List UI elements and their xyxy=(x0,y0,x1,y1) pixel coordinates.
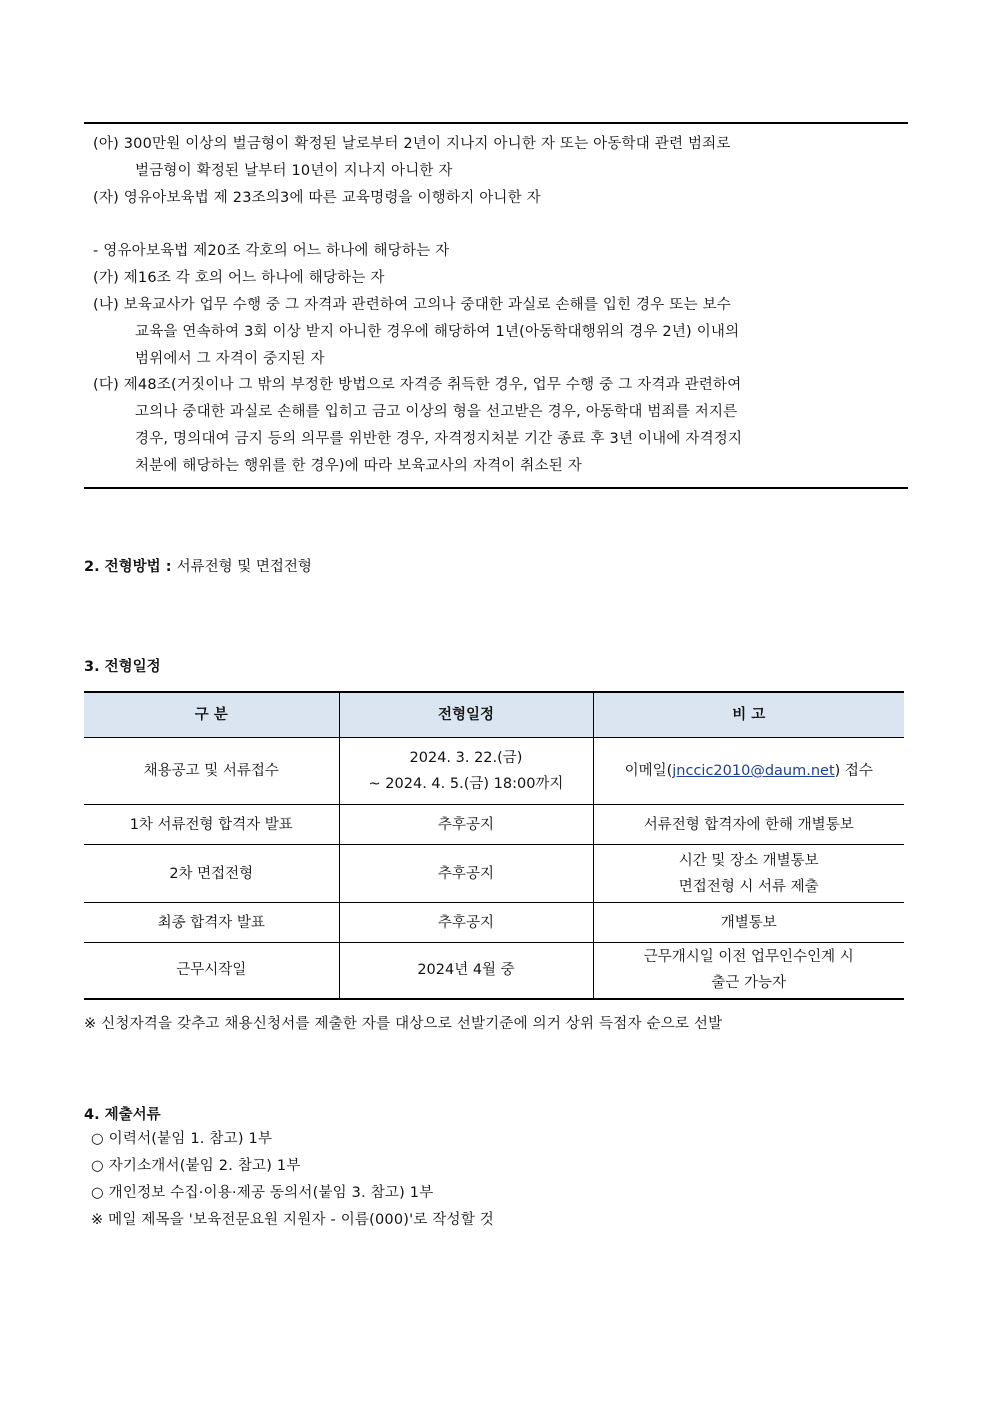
row3-category: 2차 면접전형 xyxy=(84,845,339,903)
section2-text: 서류전형 및 면접전형 xyxy=(176,559,312,575)
section4-title: 4. 제출서류 xyxy=(84,1107,161,1123)
item-da-line1: (다) 제48조(거짓이나 그 밖의 부정한 방법으로 자격증 취득한 경우, 업무 수행 중 그 자격과 관련하여 xyxy=(93,377,742,393)
row1-note-prefix: 이메일( xyxy=(624,763,673,779)
row2-category: 1차 서류전형 합격자 발표 xyxy=(84,805,339,845)
row2-schedule: 추후공지 xyxy=(339,805,593,845)
item-na-line3: 범위에서 그 자격이 중지된 자 xyxy=(135,351,325,367)
row4-note: 개별통보 xyxy=(593,903,904,943)
document-item-1: ○ 이력서(붙임 1. 참고) 1부 xyxy=(91,1131,273,1147)
section2-heading xyxy=(84,555,312,576)
row5-category: 근무시작일 xyxy=(84,943,339,999)
header-note: 비 고 xyxy=(593,692,904,738)
box-top-rule xyxy=(84,122,908,124)
box-bottom-rule xyxy=(84,487,908,489)
row1-schedule-line1: 2024. 3. 22.(금) xyxy=(409,750,523,766)
row3-schedule: 추후공지 xyxy=(339,845,593,903)
item-da-line4: 처분에 해당하는 행위를 한 경우)에 따라 보육교사의 자격이 취소된 자 xyxy=(135,458,582,474)
item-na-line1: (나) 보육교사가 업무 수행 중 그 자격과 관련하여 고의나 중대한 과실로 손해를 입힌 경우 또는 보수 xyxy=(93,297,731,313)
item-ah-line2: 벌금형이 확정된 날부터 10년이 지나지 아니한 자 xyxy=(135,163,453,179)
email-link[interactable]: jnccic2010@daum.net xyxy=(672,763,835,779)
table-row xyxy=(84,738,904,805)
item-ga: (가) 제16조 각 호의 어느 하나에 해당하는 자 xyxy=(93,270,385,286)
sub-heading: - 영유아보육법 제20조 각호의 어느 하나에 해당하는 자 xyxy=(93,243,450,259)
row2-note: 서류전형 합격자에 한해 개별통보 xyxy=(593,805,904,845)
row5-note-line1: 근무개시일 이전 업무인수인계 시 xyxy=(643,949,854,966)
row4-category: 최종 합격자 발표 xyxy=(84,903,339,943)
section4-note: ※ 메일 제목을 '보육전문요원 지원자 - 이름(000)'로 작성할 것 xyxy=(91,1212,494,1228)
table-row xyxy=(84,845,904,903)
item-da-line3: 경우, 명의대여 금지 등의 의무를 위반한 경우, 자격정지처분 기간 종료 후 3년 이내에 자격정지 xyxy=(135,431,743,447)
row1-schedule xyxy=(339,738,593,805)
header-schedule: 전형일정 xyxy=(339,692,593,738)
section3-title: 3. 전형일정 xyxy=(84,659,161,675)
row3-note-line2: 면접전형 시 서류 제출 xyxy=(678,878,819,895)
table-row xyxy=(84,903,904,943)
item-da-line2: 고의나 중대한 과실로 손해를 입히고 금고 이상의 형을 선고받은 경우, 아동학대 범죄를 저지른 xyxy=(135,404,738,420)
header-category: 구 분 xyxy=(84,692,339,738)
item-na-line2: 교육을 연속하여 3회 이상 받지 아니한 경우에 해당하여 1년(아동학대행위의 경우 2년) 이내의 xyxy=(135,324,740,340)
row4-schedule: 추후공지 xyxy=(339,903,593,943)
row5-note-line2: 출근 가능자 xyxy=(711,975,787,992)
section2-title: 2. 전형방법 : xyxy=(84,559,172,575)
document-item-3: ○ 개인정보 수집·이용·제공 동의서(붙임 3. 참고) 1부 xyxy=(91,1185,434,1201)
item-ja: (자) 영유아보육법 제 23조의3에 따른 교육명령을 이행하지 아니한 자 xyxy=(93,190,541,206)
row3-note-line1: 시간 및 장소 개별통보 xyxy=(678,852,819,869)
table-header-row xyxy=(84,692,904,738)
row5-note xyxy=(593,943,904,999)
row3-note xyxy=(593,845,904,903)
table-row xyxy=(84,943,904,999)
row1-note-suffix: ) 접수 xyxy=(834,763,873,779)
item-ah-line1: (아) 300만원 이상의 벌금형이 확정된 날로부터 2년이 지나지 아니한 자 또는 아동학대 관련 범죄로 xyxy=(93,136,731,152)
table-row xyxy=(84,805,904,845)
row1-schedule-line2: ~ 2024. 4. 5.(금) 18:00까지 xyxy=(368,776,564,792)
row1-category: 채용공고 및 서류접수 xyxy=(84,738,339,805)
schedule-table xyxy=(84,691,904,1000)
row1-note xyxy=(593,738,904,805)
section3-footnote: ※ 신청자격을 갖추고 채용신청서를 제출한 자를 대상으로 선발기준에 의거 상위 득점자 순으로 선발 xyxy=(84,1016,723,1032)
document-item-2: ○ 자기소개서(붙임 2. 참고) 1부 xyxy=(91,1158,301,1174)
row5-schedule: 2024년 4월 중 xyxy=(339,943,593,999)
